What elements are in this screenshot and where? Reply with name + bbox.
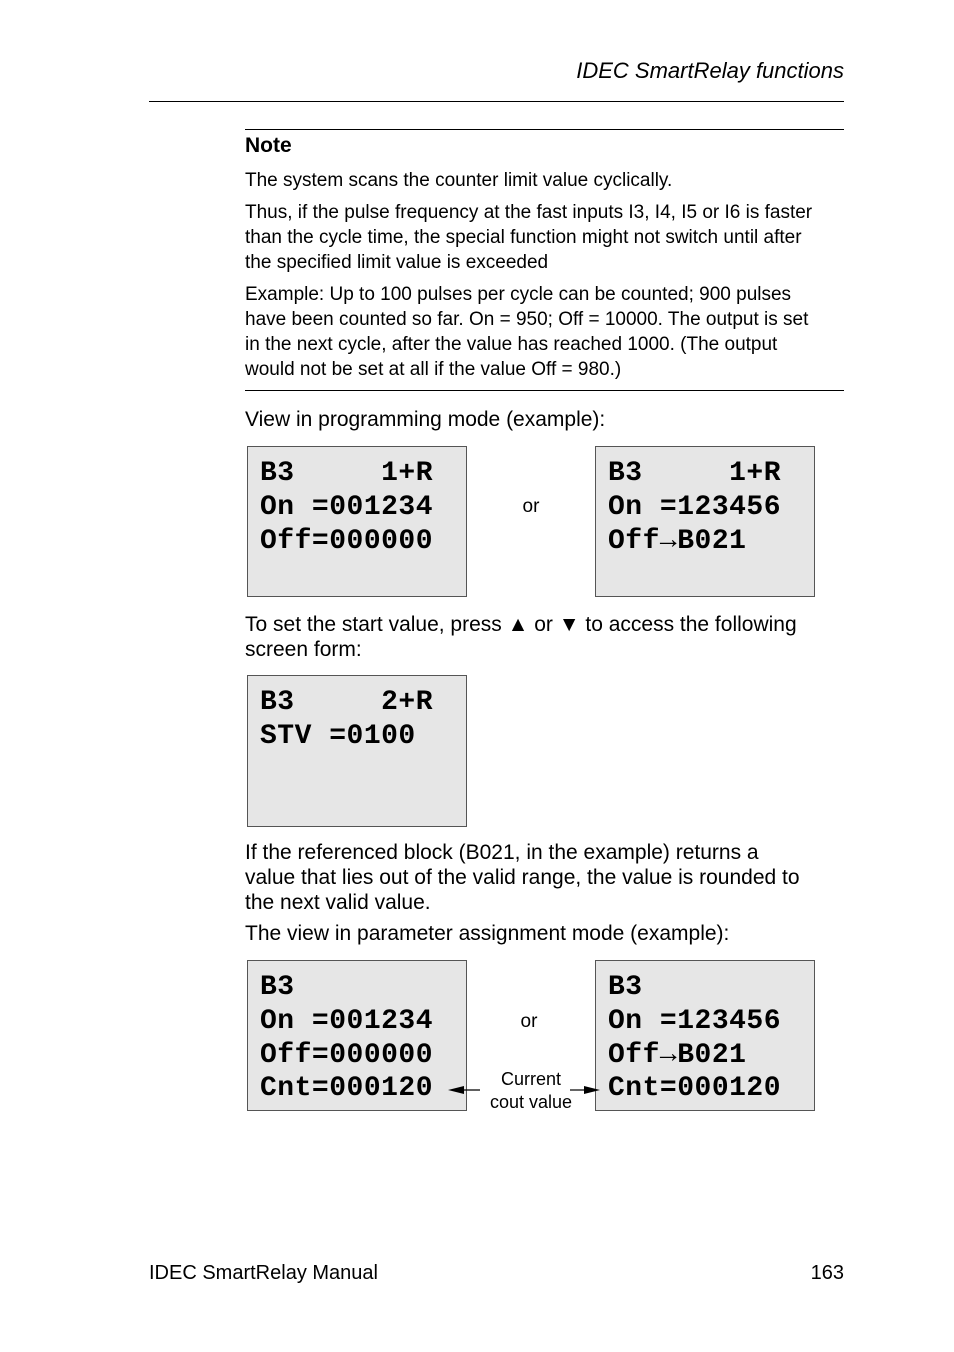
lcd-line: On =001234	[260, 492, 434, 523]
lcd-line: On =123456	[608, 492, 782, 523]
lcd-line: On =001234	[260, 1006, 434, 1037]
range-paragraph: If the referenced block (B021, in the example) returns a value that lies out of the valid range, the value is rounded to the next valid value.	[245, 841, 800, 914]
note-paragraph-1: The system scans the counter limit value cyclically.	[245, 170, 673, 191]
lcd-parameter-left	[247, 960, 467, 1111]
callout-right-arrowhead	[584, 1086, 600, 1094]
lcd-line: On =123456	[608, 1006, 782, 1037]
callout-left-arrowhead	[448, 1086, 464, 1094]
running-header: IDEC SmartRelay functions	[576, 58, 844, 83]
note-bottom-rule	[245, 390, 844, 391]
lcd-line: Off=000000	[260, 1040, 434, 1071]
lcd-line: B3	[608, 972, 643, 1003]
lcd-line: Off→B021	[608, 526, 747, 557]
lcd-line: STV =0100	[260, 721, 416, 752]
parameter-intro: The view in parameter assignment mode (example):	[245, 922, 730, 945]
note-paragraph-2: Thus, if the pulse frequency at the fast inputs I3, I4, I5 or I6 is faster than the cycle time, the special function might not switch until after the specified limit value is exceeded	[245, 202, 813, 273]
lcd-line: B3 1+R	[260, 458, 434, 489]
lcd-start-value	[247, 675, 467, 827]
lcd-line: Off→B021	[608, 1040, 747, 1071]
current-count-callout: Current cout value	[489, 1069, 573, 1112]
note-title: Note	[245, 134, 292, 157]
or-label: or	[522, 496, 540, 517]
header-rule	[149, 101, 844, 102]
lcd-line: B3 1+R	[608, 458, 782, 489]
note-paragraph-3: Example: Up to 100 pulses per cycle can be counted; 900 pulses have been counted so far. On = 950; Off = 10000. The output is set in the next cycle, after the value has reached 1000. (The output would not be set at all if the value Off = 980.)	[245, 284, 809, 380]
lcd-line: B3	[260, 972, 295, 1003]
lcd-line: Cnt=000120	[260, 1073, 434, 1104]
programming-intro: View in programming mode (example):	[245, 408, 606, 431]
footer-manual-title: IDEC SmartRelay Manual	[149, 1262, 378, 1284]
lcd-programming-right	[595, 446, 815, 597]
lcd-parameter-right	[595, 960, 815, 1111]
or-label: or	[520, 1011, 538, 1032]
lcd-line: B3 2+R	[260, 687, 434, 718]
lcd-line: Off=000000	[260, 526, 434, 557]
callout-arrows	[440, 1080, 610, 1100]
lcd-programming-left	[247, 446, 467, 597]
start-value-paragraph: To set the start value, press ▲ or ▼ to access the following screen form:	[245, 613, 797, 661]
lcd-line: Cnt=000120	[608, 1073, 782, 1104]
note-top-rule	[245, 129, 844, 130]
page-number: 163	[810, 1262, 844, 1284]
